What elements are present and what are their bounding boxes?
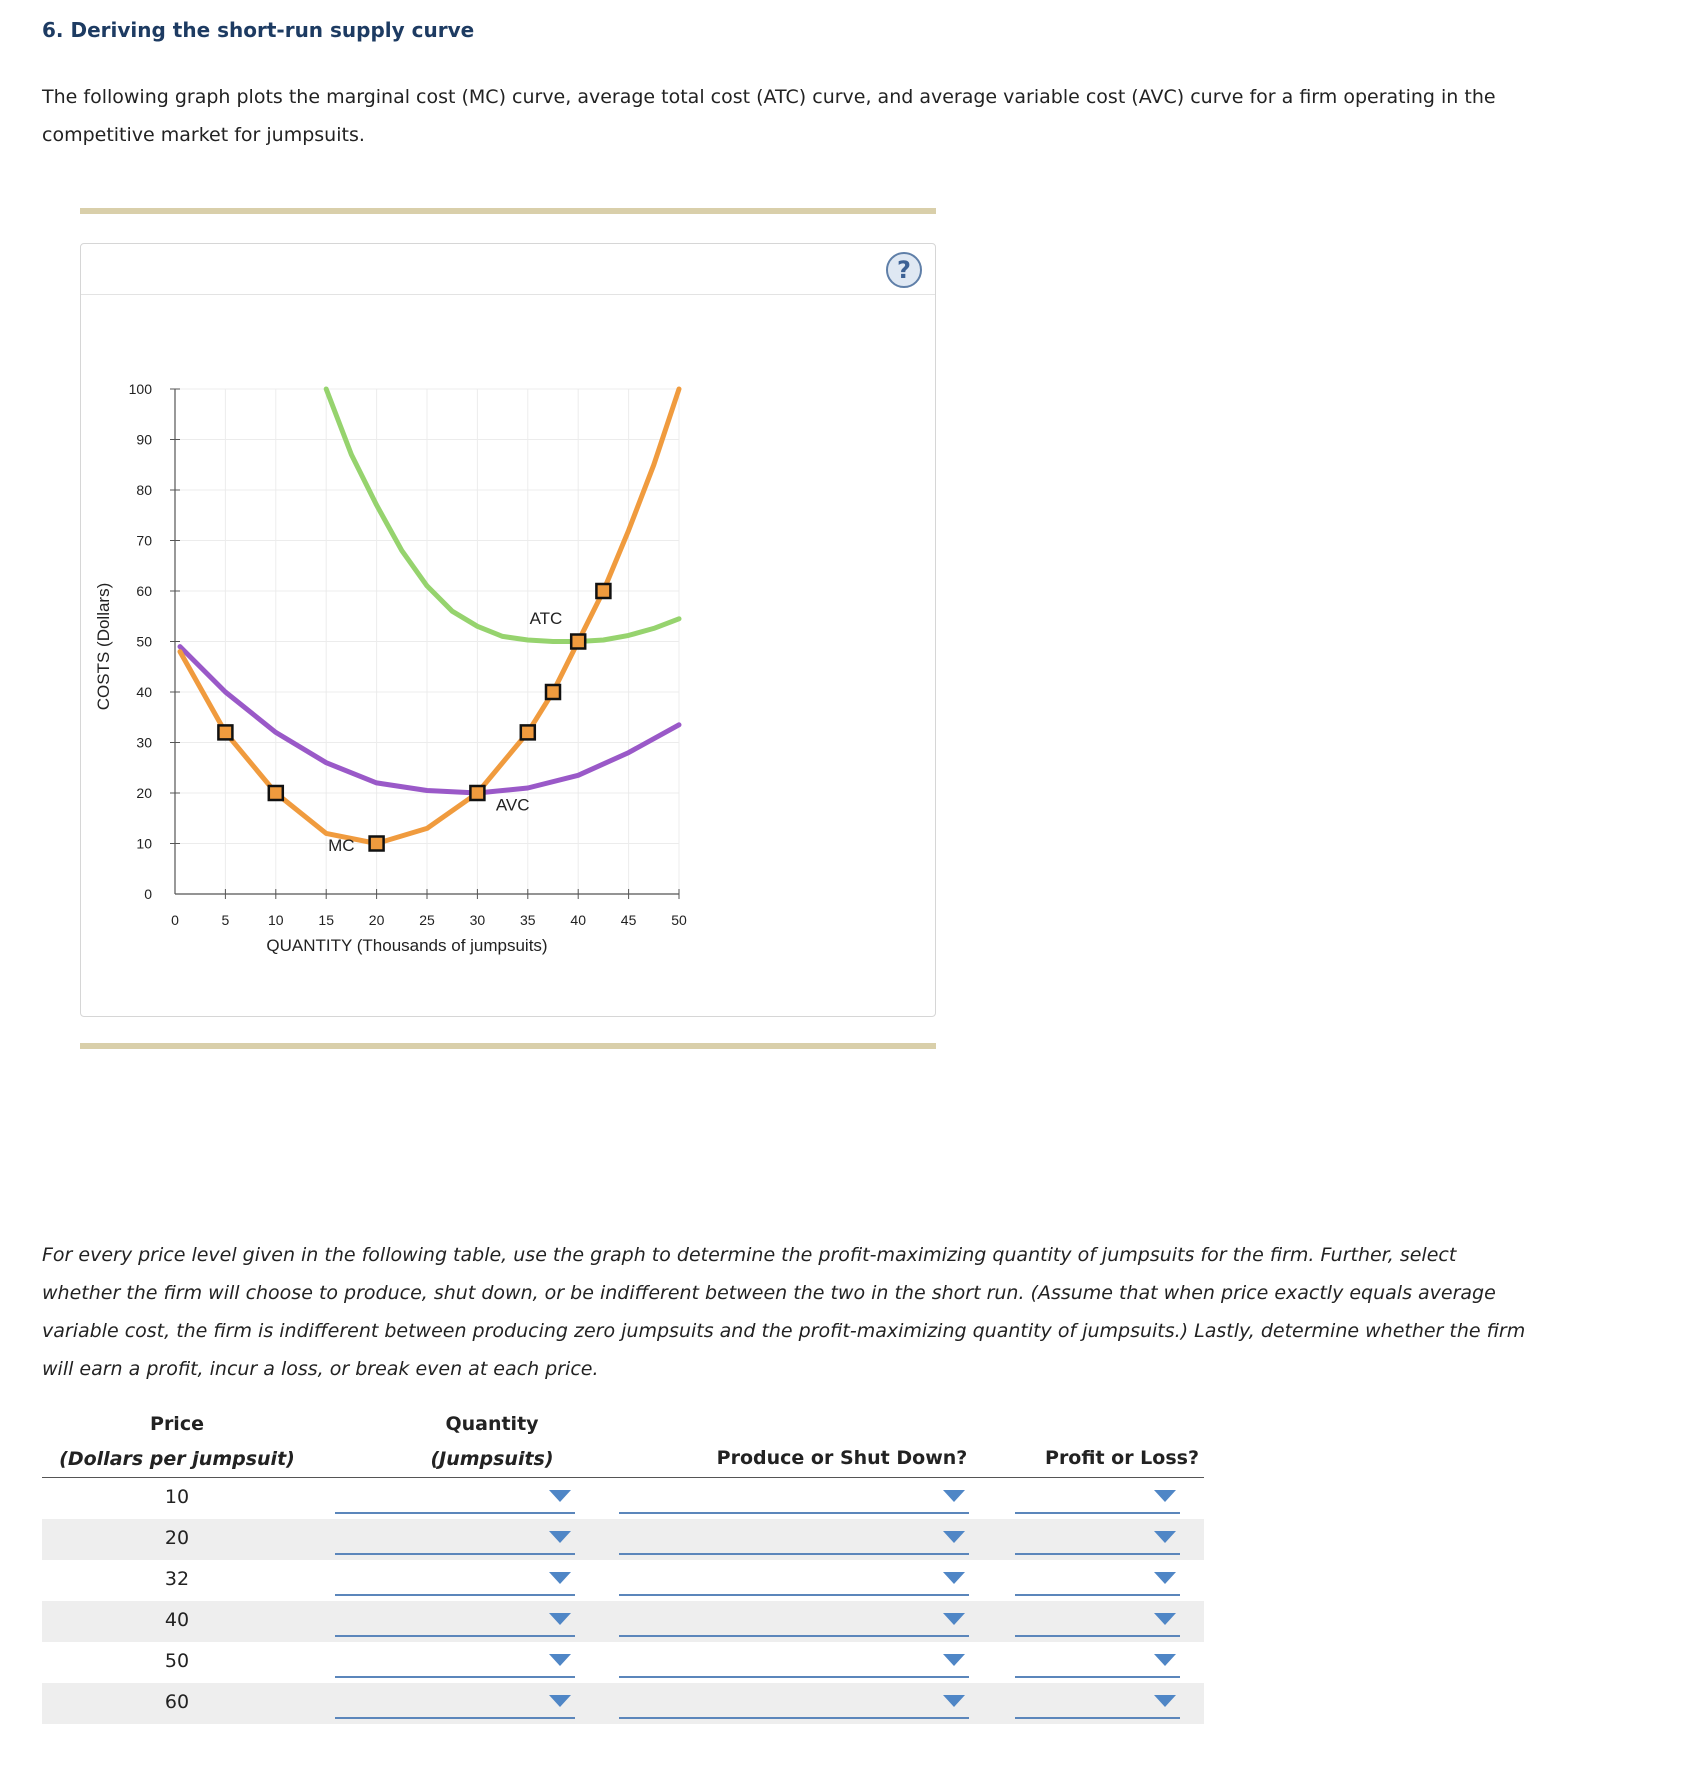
chevron-down-icon[interactable]: [1154, 1613, 1176, 1625]
mc-point-marker[interactable]: [596, 584, 610, 598]
quantity-dropdown[interactable]: [335, 1523, 575, 1555]
produce-dropdown[interactable]: [619, 1564, 969, 1596]
chevron-down-icon[interactable]: [1154, 1695, 1176, 1707]
chevron-down-icon[interactable]: [549, 1613, 571, 1625]
chevron-down-icon[interactable]: [549, 1695, 571, 1707]
price-header-unit: (Dollars per jumpsuit): [59, 1448, 295, 1470]
y-axis-label: COSTS (Dollars): [94, 582, 113, 711]
profit-dropdown[interactable]: [1015, 1482, 1180, 1514]
mc-point-marker[interactable]: [470, 786, 484, 800]
profit-dropdown[interactable]: [1015, 1523, 1180, 1555]
mc-point-marker[interactable]: [269, 786, 283, 800]
table-body: [42, 1478, 1204, 1724]
x-tick-label: 20: [368, 912, 385, 928]
chevron-down-icon[interactable]: [1154, 1490, 1176, 1502]
table-header: [42, 1405, 1204, 1478]
price-cell: 20: [164, 1527, 190, 1549]
mc-curve[interactable]: [180, 389, 679, 844]
produce-column-header: Produce or Shut Down?: [716, 1447, 968, 1469]
y-tick-label: 10: [136, 835, 152, 852]
x-tick-label: 45: [620, 912, 637, 928]
question-heading: 6. Deriving the short-run supply curve: [42, 18, 475, 42]
y-tick-label: 40: [136, 684, 152, 700]
y-tick-label: 0: [144, 886, 152, 902]
price-cell: 60: [164, 1691, 190, 1713]
graph-bottom-divider: [80, 1043, 936, 1049]
curve-label-avc: AVC: [495, 795, 530, 815]
price-cell: 50: [164, 1650, 190, 1672]
profit-dropdown[interactable]: [1015, 1605, 1180, 1637]
price-cell: 32: [164, 1568, 190, 1590]
mc-point-marker[interactable]: [571, 635, 585, 649]
chevron-down-icon[interactable]: [943, 1613, 965, 1625]
chevron-down-icon[interactable]: [1154, 1531, 1176, 1543]
table-row: [42, 1560, 1204, 1601]
x-tick-label: 40: [570, 912, 586, 928]
table-row: [42, 1478, 1204, 1519]
quantity-dropdown[interactable]: [335, 1482, 575, 1514]
price-cell: 10: [164, 1486, 190, 1508]
atc-curve[interactable]: [326, 389, 679, 642]
profit-dropdown[interactable]: [1015, 1687, 1180, 1719]
intro-text: The following graph plots the marginal cost (MC) curve, average total cost (ATC) curve, and average variable cost (AVC) curve for a firm operating in the competitive market for jumpsuits.: [42, 86, 1496, 146]
x-tick-label: 25: [419, 912, 435, 928]
quantity-dropdown[interactable]: [335, 1605, 575, 1637]
x-axis-label: QUANTITY (Thousands of jumpsuits): [266, 936, 548, 955]
produce-dropdown[interactable]: [619, 1482, 969, 1514]
chevron-down-icon[interactable]: [943, 1695, 965, 1707]
quantity-dropdown[interactable]: [335, 1687, 575, 1719]
chevron-down-icon[interactable]: [549, 1531, 571, 1543]
chevron-down-icon[interactable]: [943, 1654, 965, 1666]
y-tick-label: 50: [136, 633, 152, 650]
chevron-down-icon[interactable]: [549, 1490, 571, 1502]
produce-dropdown[interactable]: [619, 1687, 969, 1719]
quantity-header-label: Quantity: [445, 1413, 539, 1435]
chevron-down-icon[interactable]: [943, 1531, 965, 1543]
chevron-down-icon[interactable]: [943, 1572, 965, 1584]
quantity-dropdown[interactable]: [335, 1564, 575, 1596]
price-cell: 40: [164, 1609, 190, 1631]
table-row: [42, 1601, 1204, 1642]
quantity-dropdown[interactable]: [335, 1646, 575, 1678]
mc-point-marker[interactable]: [370, 837, 384, 851]
y-tick-label: 70: [136, 532, 152, 549]
mc-point-marker[interactable]: [546, 685, 560, 699]
mc-point-marker[interactable]: [218, 725, 232, 739]
profit-dropdown[interactable]: [1015, 1646, 1180, 1678]
curve-label-atc: ATC: [529, 608, 563, 628]
chevron-down-icon[interactable]: [943, 1490, 965, 1502]
x-tick-label: 30: [469, 912, 486, 928]
answer-table: [42, 1405, 1204, 1724]
chevron-down-icon[interactable]: [549, 1572, 571, 1584]
chevron-down-icon[interactable]: [1154, 1654, 1176, 1666]
y-tick-label: 60: [136, 583, 152, 599]
chevron-down-icon[interactable]: [549, 1654, 571, 1666]
quantity-column-header: [332, 1413, 652, 1470]
produce-dropdown[interactable]: [619, 1605, 969, 1637]
x-tick-label: 5: [221, 912, 230, 928]
y-tick-label: 30: [136, 734, 152, 751]
x-tick-label: 10: [268, 912, 284, 928]
cost-curves-chart[interactable]: [81, 244, 937, 1018]
table-row: [42, 1642, 1204, 1683]
produce-dropdown[interactable]: [619, 1646, 969, 1678]
y-tick-label: 100: [128, 381, 152, 397]
x-tick-label: 35: [520, 912, 536, 928]
x-tick-label: 50: [671, 912, 687, 928]
y-tick-label: 80: [136, 482, 152, 498]
graph-panel: [80, 243, 936, 1017]
mc-point-marker[interactable]: [521, 725, 535, 739]
x-tick-label: 0: [171, 912, 179, 928]
x-tick-label: 15: [318, 912, 334, 928]
instructions-text: For every price level given in the following table, use the graph to determine the profit-maximizing quantity of jumpsuits for the firm. Further, select whether the firm will choose to produce, shut down, or be indifferent between the two in the short run. (Assume that when price exactly equals average variable cost, the firm is indifferent between producing zero jumpsuits and the profit-maximizing quantity of jumpsuits.) Lastly, determine whether the firm will earn a profit, incur a loss, or break even at each price.: [42, 1244, 1526, 1380]
profit-dropdown[interactable]: [1015, 1564, 1180, 1596]
help-icon[interactable]: ?: [886, 252, 922, 288]
y-tick-label: 20: [136, 785, 152, 801]
produce-dropdown[interactable]: [619, 1523, 969, 1555]
curve-label-mc: MC: [328, 836, 355, 856]
price-header-label: Price: [150, 1413, 204, 1435]
chevron-down-icon[interactable]: [1154, 1572, 1176, 1584]
quantity-header-unit: (Jumpsuits): [430, 1448, 554, 1470]
price-column-header: [42, 1413, 312, 1470]
table-row: [42, 1683, 1204, 1724]
graph-top-divider: [80, 208, 936, 214]
table-row: [42, 1519, 1204, 1560]
profit-column-header: Profit or Loss?: [1045, 1447, 1199, 1469]
y-tick-label: 90: [136, 431, 152, 448]
